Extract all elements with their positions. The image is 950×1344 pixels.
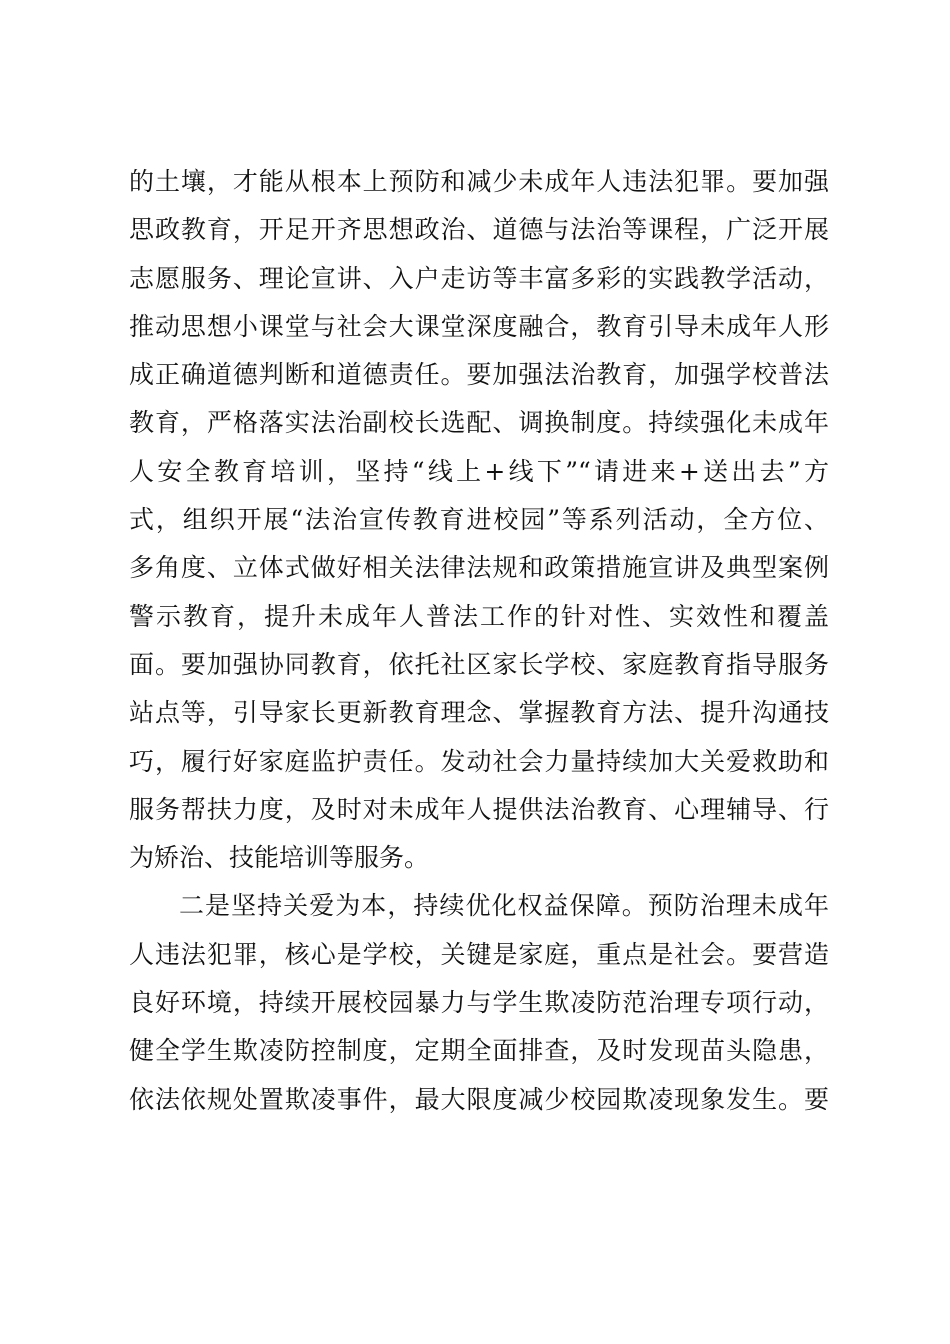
text-line: 多角度、立体式做好相关法律法规和政策措施宣讲及典型案例 bbox=[129, 553, 829, 583]
text-line: 志愿服务、理论宣讲、入户走访等丰富多彩的实践教学活动， bbox=[129, 263, 829, 293]
text-line: 人安全教育培训，坚持“线上+线下”“请进来+送出去”方 bbox=[129, 456, 829, 486]
text-line: 的土壤，才能从根本上预防和减少未成年人违法犯罪。要加强 bbox=[129, 167, 829, 196]
text-line: 依法依规处置欺凌事件，最大限度减少校园欺凌现象发生。要 bbox=[129, 1084, 829, 1114]
document-body bbox=[129, 158, 829, 1124]
text-line: 成正确道德判断和道德责任。要加强法治教育，加强学校普法 bbox=[129, 360, 829, 390]
text-line: 人违法犯罪，核心是学校，关键是家庭，重点是社会。要营造 bbox=[129, 939, 829, 969]
text-line: 教育，严格落实法治副校长选配、调换制度。持续强化未成年 bbox=[129, 408, 829, 438]
text-line: 服务帮扶力度，及时对未成年人提供法治教育、心理辅导、行 bbox=[129, 794, 829, 824]
text-line: 良好环境，持续开展校园暴力与学生欺凌防范治理专项行动， bbox=[129, 988, 829, 1018]
text-line: 式，组织开展“法治宣传教育进校园”等系列活动，全方位、 bbox=[129, 505, 829, 535]
text-line: 推动思想小课堂与社会大课堂深度融合，教育引导未成年人形 bbox=[129, 311, 829, 341]
text-line: 巧，履行好家庭监护责任。发动社会力量持续加大关爱救助和 bbox=[129, 746, 829, 776]
text-line: 警示教育，提升未成年人普法工作的针对性、实效性和覆盖 bbox=[129, 601, 829, 631]
text-line: 站点等，引导家长更新教育理念、掌握教育方法、提升沟通技 bbox=[129, 698, 829, 728]
text-line: 思政教育，开足开齐思想政治、道德与法治等课程，广泛开展 bbox=[129, 215, 829, 245]
paragraph-start-line: 二是坚持关爱为本，持续优化权益保障。预防治理未成年 bbox=[179, 891, 829, 921]
text-line: 健全学生欺凌防控制度，定期全面排查，及时发现苗头隐患， bbox=[129, 1036, 829, 1066]
paragraph-end-line: 为矫治、技能培训等服务。 bbox=[129, 843, 430, 873]
text-line: 面。要加强协同教育，依托社区家长学校、家庭教育指导服务 bbox=[129, 649, 829, 679]
